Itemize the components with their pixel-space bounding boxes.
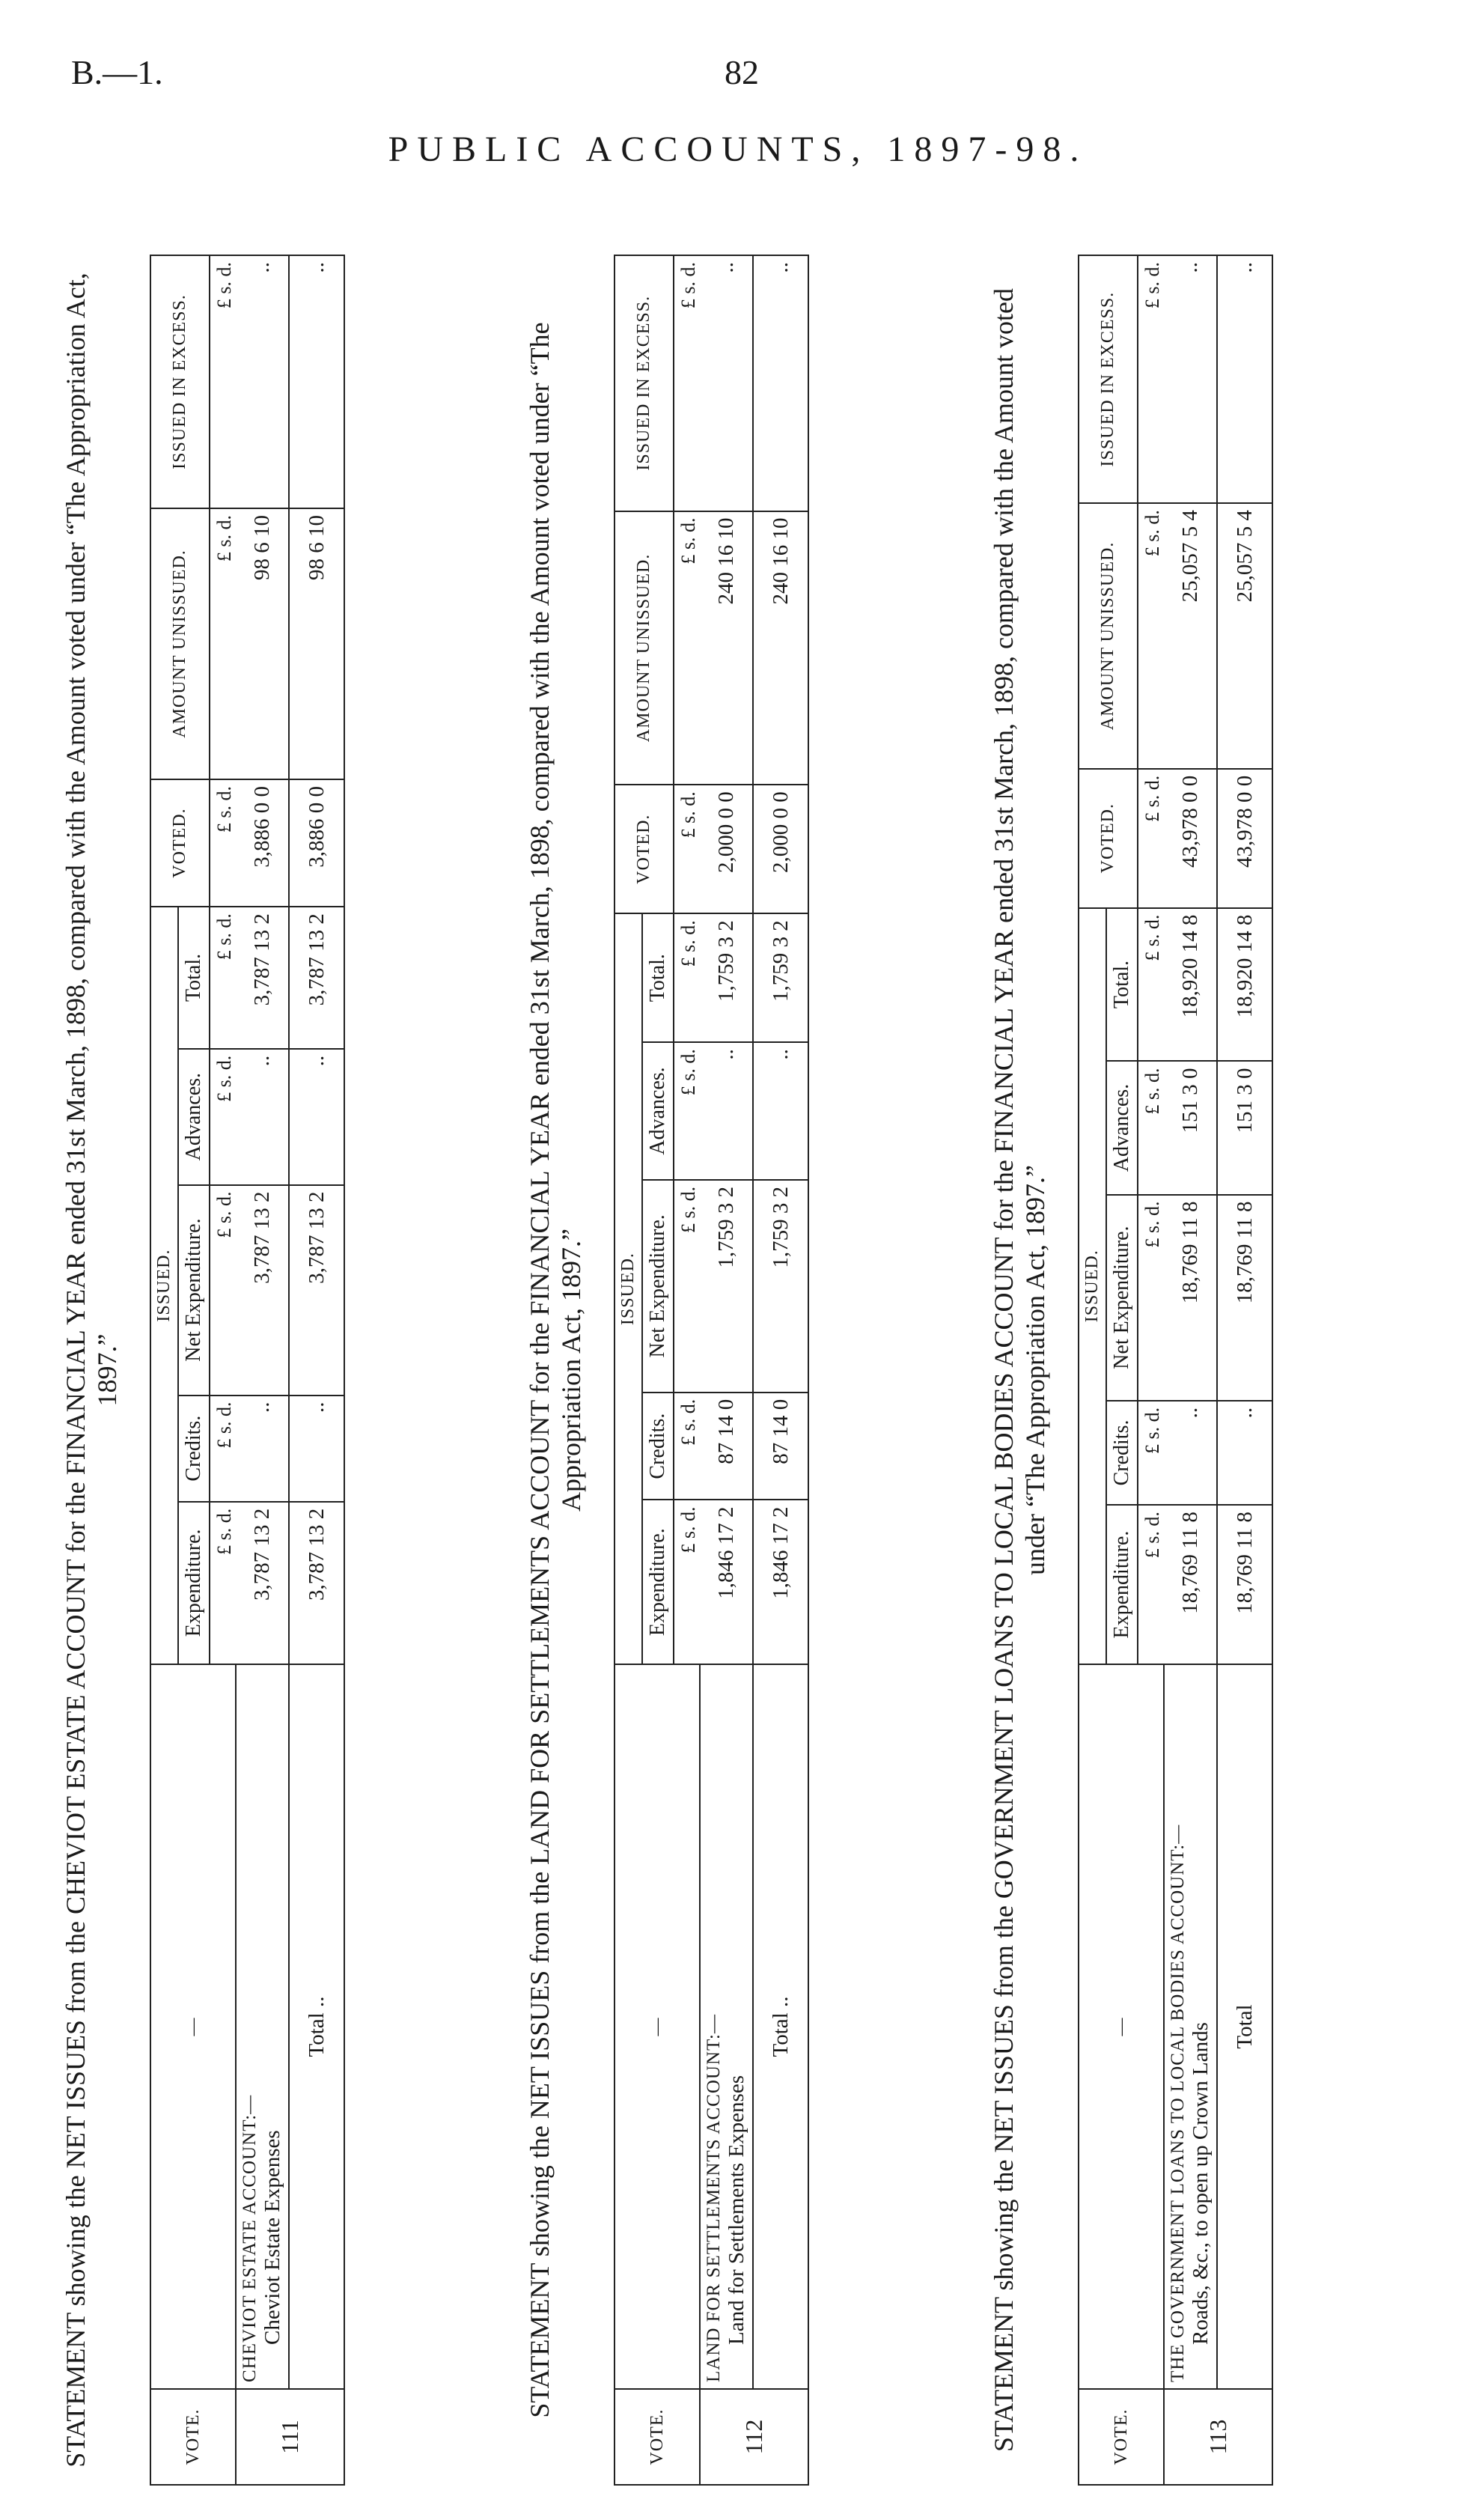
total-advances: 151 3 0 xyxy=(1217,1061,1272,1194)
account-name: THE GOVERNMENT LOANS TO LOCAL BODIES ACCOUNT:— xyxy=(1168,1824,1188,2382)
currency-label: £ s. d. xyxy=(674,1393,700,1500)
voted-value: 3,886 0 0 xyxy=(236,779,289,907)
expenditure-header: Expenditure. xyxy=(178,1502,210,1664)
credits-header: Credits. xyxy=(178,1396,210,1502)
currency-label: £ s. d. xyxy=(674,785,700,913)
excess-header: ISSUED IN EXCESS. xyxy=(615,255,674,511)
expenditure-header: Expenditure. xyxy=(1106,1505,1138,1664)
page-number: 82 xyxy=(725,53,759,91)
accounts-table xyxy=(1078,255,1273,2486)
unissued-header: AMOUNT UNISSUED. xyxy=(615,511,674,785)
total-header: Total. xyxy=(178,907,210,1049)
total-value: 1,759 3 2 xyxy=(700,913,753,1042)
excess-value: .. xyxy=(236,255,289,508)
total-excess: .. xyxy=(289,255,344,508)
currency-label: £ s. d. xyxy=(1138,1505,1164,1664)
currency-label: £ s. d. xyxy=(210,1049,236,1185)
credits-value: 87 14 0 xyxy=(700,1393,753,1500)
excess-value: .. xyxy=(1164,255,1217,503)
currency-label: £ s. d. xyxy=(210,1185,236,1396)
net-expenditure-header: Net Expenditure. xyxy=(642,1180,674,1393)
voted-header: VOTED. xyxy=(615,785,674,913)
total-credits: .. xyxy=(1217,1401,1272,1505)
table-row xyxy=(236,255,289,2485)
currency-label: £ s. d. xyxy=(210,255,236,508)
total-label: Total xyxy=(1217,1664,1272,2389)
advances-value: 151 3 0 xyxy=(1164,1061,1217,1194)
currency-label: £ s. d. xyxy=(674,255,700,511)
currency-label: £ s. d. xyxy=(1138,908,1164,1062)
unissued-value: 240 16 10 xyxy=(700,511,753,785)
total-value: 18,920 14 8 xyxy=(1164,908,1217,1062)
vote-header: VOTE. xyxy=(615,2389,700,2485)
table-row xyxy=(1164,255,1217,2485)
excess-header: ISSUED IN EXCESS. xyxy=(150,255,210,508)
table-row xyxy=(700,255,753,2485)
total-unissued: 98 6 10 xyxy=(289,508,344,779)
total-total: 3,787 13 2 xyxy=(289,907,344,1049)
description-header: — xyxy=(150,1664,236,2389)
accounts-table xyxy=(614,255,809,2486)
advances-header: Advances. xyxy=(1106,1061,1138,1194)
currency-label: £ s. d. xyxy=(674,511,700,785)
total-expenditure: 3,787 13 2 xyxy=(289,1502,344,1664)
currency-label: £ s. d. xyxy=(1138,255,1164,503)
voted-value: 2,000 0 0 xyxy=(700,785,753,913)
total-unissued: 240 16 10 xyxy=(753,511,808,785)
total-voted: 2,000 0 0 xyxy=(753,785,808,913)
total-voted: 43,978 0 0 xyxy=(1217,769,1272,908)
account-name: LAND FOR SETTLEMENTS ACCOUNT:— xyxy=(704,2014,724,2382)
net-expenditure-header: Net Expenditure. xyxy=(178,1185,210,1396)
total-excess: .. xyxy=(1217,255,1272,503)
credits-value: .. xyxy=(236,1396,289,1502)
currency-label: £ s. d. xyxy=(210,1396,236,1502)
expenditure-value: 3,787 13 2 xyxy=(236,1502,289,1664)
net-expenditure-value: 3,787 13 2 xyxy=(236,1185,289,1396)
total-label: Total .. xyxy=(289,1664,344,2389)
total-net-expenditure: 3,787 13 2 xyxy=(289,1185,344,1396)
credits-header: Credits. xyxy=(1106,1401,1138,1505)
currency-label: £ s. d. xyxy=(1138,1061,1164,1194)
expenditure-value: 1,846 17 2 xyxy=(700,1500,753,1664)
vote-number: 112 xyxy=(700,2389,808,2485)
page-title: PUBLIC ACCOUNTS, 1897-98. xyxy=(388,130,1088,169)
issued-header: ISSUED. xyxy=(615,913,642,1664)
total-row xyxy=(1217,255,1272,2485)
row-description xyxy=(236,1664,289,2389)
total-header: Total. xyxy=(642,913,674,1042)
unissued-header: AMOUNT UNISSUED. xyxy=(1079,503,1138,769)
vote-header: VOTE. xyxy=(1079,2389,1164,2485)
row-description xyxy=(700,1664,753,2389)
advances-header: Advances. xyxy=(642,1042,674,1180)
vote-number: 113 xyxy=(1164,2389,1272,2485)
account-name: CHEVIOT ESTATE ACCOUNT:— xyxy=(240,2094,260,2382)
voted-value: 43,978 0 0 xyxy=(1164,769,1217,908)
currency-label: £ s. d. xyxy=(1138,1401,1164,1505)
total-credits: .. xyxy=(289,1396,344,1502)
item-name: Roads, &c., to open up Crown Lands xyxy=(1189,2022,1213,2345)
advances-header: Advances. xyxy=(178,1049,210,1185)
item-name: Land for Settlements Expenses xyxy=(725,2075,748,2345)
advances-value: .. xyxy=(236,1049,289,1185)
currency-label: £ s. d. xyxy=(674,913,700,1042)
total-total: 18,920 14 8 xyxy=(1217,908,1272,1062)
total-excess: .. xyxy=(753,255,808,511)
voted-header: VOTED. xyxy=(1079,769,1138,908)
currency-label: £ s. d. xyxy=(1138,1195,1164,1401)
issued-header: ISSUED. xyxy=(1079,908,1106,1664)
currency-label: £ s. d. xyxy=(674,1042,700,1180)
currency-label: £ s. d. xyxy=(1138,503,1164,769)
accounts-table xyxy=(150,255,345,2486)
currency-label: £ s. d. xyxy=(1138,769,1164,908)
currency-label: £ s. d. xyxy=(674,1500,700,1664)
total-net-expenditure: 1,759 3 2 xyxy=(753,1180,808,1393)
currency-label: £ s. d. xyxy=(210,1502,236,1664)
credits-value: .. xyxy=(1164,1401,1217,1505)
total-header: Total. xyxy=(1106,908,1138,1062)
statement-title: STATEMENT showing the NET ISSUES from the GOVERNMENT LOANS TO LOCAL BODIES ACCOUNT for the FINANCIAL YEAR ended 31st March, 1898, compared with the Amount voted under “The Appropriation Act, 1897.” xyxy=(989,288,1050,2452)
currency-label: £ s. d. xyxy=(674,1180,700,1393)
total-credits: 87 14 0 xyxy=(753,1393,808,1500)
unissued-value: 25,057 5 4 xyxy=(1164,503,1217,769)
row-description xyxy=(1164,1664,1217,2389)
statement-title: STATEMENT showing the NET ISSUES from the LAND FOR SETTLEMENTS ACCOUNT for the FINANCIAL YEAR ended 31st March, 1898, compared with the Amount voted under “The Appropriation Act, 1897.” xyxy=(525,322,586,2418)
net-expenditure-value: 18,769 11 8 xyxy=(1164,1195,1217,1401)
excess-header: ISSUED IN EXCESS. xyxy=(1079,255,1138,503)
total-total: 1,759 3 2 xyxy=(753,913,808,1042)
total-advances: .. xyxy=(753,1042,808,1180)
vote-number: 111 xyxy=(236,2389,344,2485)
expenditure-value: 18,769 11 8 xyxy=(1164,1505,1217,1664)
description-header: — xyxy=(615,1664,700,2389)
net-expenditure-value: 1,759 3 2 xyxy=(700,1180,753,1393)
total-voted: 3,886 0 0 xyxy=(289,779,344,907)
net-expenditure-header: Net Expenditure. xyxy=(1106,1195,1138,1401)
total-advances: .. xyxy=(289,1049,344,1185)
currency-label: £ s. d. xyxy=(210,907,236,1049)
total-value: 3,787 13 2 xyxy=(236,907,289,1049)
total-expenditure: 18,769 11 8 xyxy=(1217,1505,1272,1664)
currency-label: £ s. d. xyxy=(210,779,236,907)
unissued-value: 98 6 10 xyxy=(236,508,289,779)
total-row xyxy=(753,255,808,2485)
total-row xyxy=(289,255,344,2485)
vote-header: VOTE. xyxy=(150,2389,236,2485)
total-net-expenditure: 18,769 11 8 xyxy=(1217,1195,1272,1401)
currency-label: £ s. d. xyxy=(210,508,236,779)
item-name: Cheviot Estate Expenses xyxy=(260,2130,284,2345)
unissued-header: AMOUNT UNISSUED. xyxy=(150,508,210,779)
total-label: Total .. xyxy=(753,1664,808,2389)
excess-value: .. xyxy=(700,255,753,511)
voted-header: VOTED. xyxy=(150,779,210,907)
total-unissued: 25,057 5 4 xyxy=(1217,503,1272,769)
description-header: — xyxy=(1079,1664,1164,2389)
issued-header: ISSUED. xyxy=(150,907,178,1664)
total-expenditure: 1,846 17 2 xyxy=(753,1500,808,1664)
statement-title: STATEMENT showing the NET ISSUES from the CHEVIOT ESTATE ACCOUNT for the FINANCIAL YEAR ended 31st March, 1898, compared with the Amount voted under “The Appropriation Act, 1897.” xyxy=(61,273,122,2468)
advances-value: .. xyxy=(700,1042,753,1180)
expenditure-header: Expenditure. xyxy=(642,1500,674,1664)
credits-header: Credits. xyxy=(642,1393,674,1500)
document-id: B.—1. xyxy=(71,53,163,91)
